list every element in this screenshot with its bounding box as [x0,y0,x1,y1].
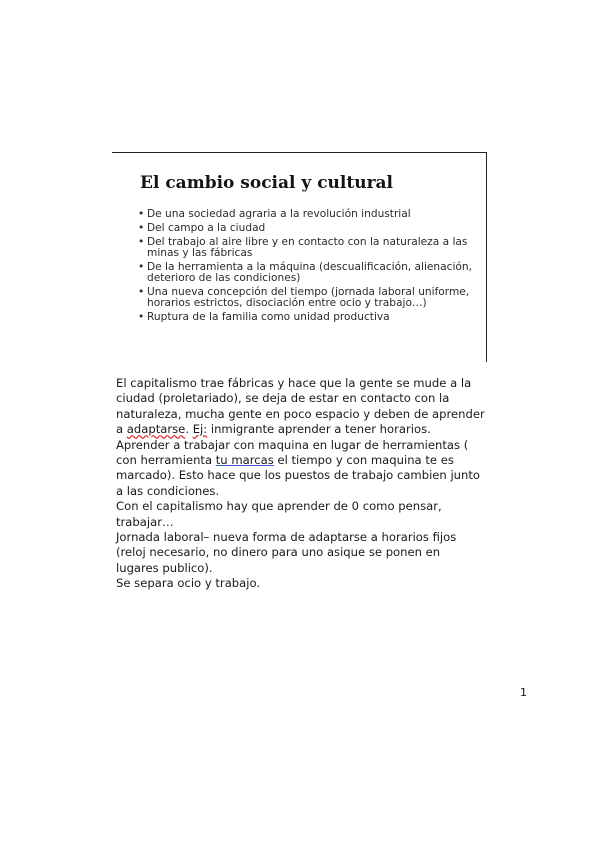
slide-title: El cambio social y cultural [140,173,394,193]
notes-text [116,376,486,592]
bullet-item [138,262,478,284]
notes-paragraph: Con el capitalismo hay que aprender de 0 como pensar, trabajar… [116,499,442,529]
bullet-text: Ruptura de la familia como unidad productiva [147,311,390,323]
spellcheck-word: Ej: [192,422,208,437]
notes-paragraph [116,438,486,500]
bullet-text: Del trabajo al aire libre y en contacto con la naturaleza a las minas y las fábricas [147,236,468,259]
notes-paragraph: Jornada laboral– nueva forma de adaptarse a horarios fijos (reloj necesario, no dinero para uno asique se ponen en lugares publico). [116,530,457,575]
notes-text-span: Aprender a trabajar con maquina en lugar de herramientas ( con herramienta [116,437,469,468]
bullet-icon: • [138,208,145,220]
slide [112,152,487,362]
notes-text-span: inmigrante aprender a tener horarios. [207,422,431,437]
spellcheck-word: adaptarse [126,422,186,437]
bullet-item [138,237,478,259]
notes-text-span: . [185,422,193,437]
page-number: 1 [520,686,527,699]
bullet-item [138,223,478,234]
bullet-icon: • [138,261,145,273]
notes-text-span: el tiempo y con maquina te es marcado). Esto hace que los puestos de trabajo cambien junto a las condiciones. [116,453,481,498]
slide-bullet-list [138,209,478,326]
notes-text-span: El capitalismo trae fábricas y hace que la gente se mude a la ciudad (proletariado), se deja de estar en contacto con la naturaleza, mucha gente en poco espacio y deben de aprender a [116,376,485,437]
bullet-icon: • [138,311,145,323]
bullet-item [138,209,478,220]
bullet-item [138,312,478,323]
bullet-icon: • [138,286,145,298]
bullet-text: De una sociedad agraria a la revolución industrial [147,208,411,220]
bullet-text: De la herramienta a la máquina (descualificación, alienación, deterioro de las condiciones) [147,261,472,284]
bullet-item [138,287,478,309]
notes-paragraph: Se separa ocio y trabajo. [116,576,261,591]
grammar-flag: tu marcas [215,453,274,468]
bullet-text: Una nueva concepción del tiempo (jornada laboral uniforme, horarios estrictos, disociación entre ocio y trabajo…) [147,286,470,309]
bullet-icon: • [138,222,145,234]
notes-paragraph [116,376,486,438]
bullet-text: Del campo a la ciudad [147,222,266,234]
bullet-icon: • [138,236,145,248]
